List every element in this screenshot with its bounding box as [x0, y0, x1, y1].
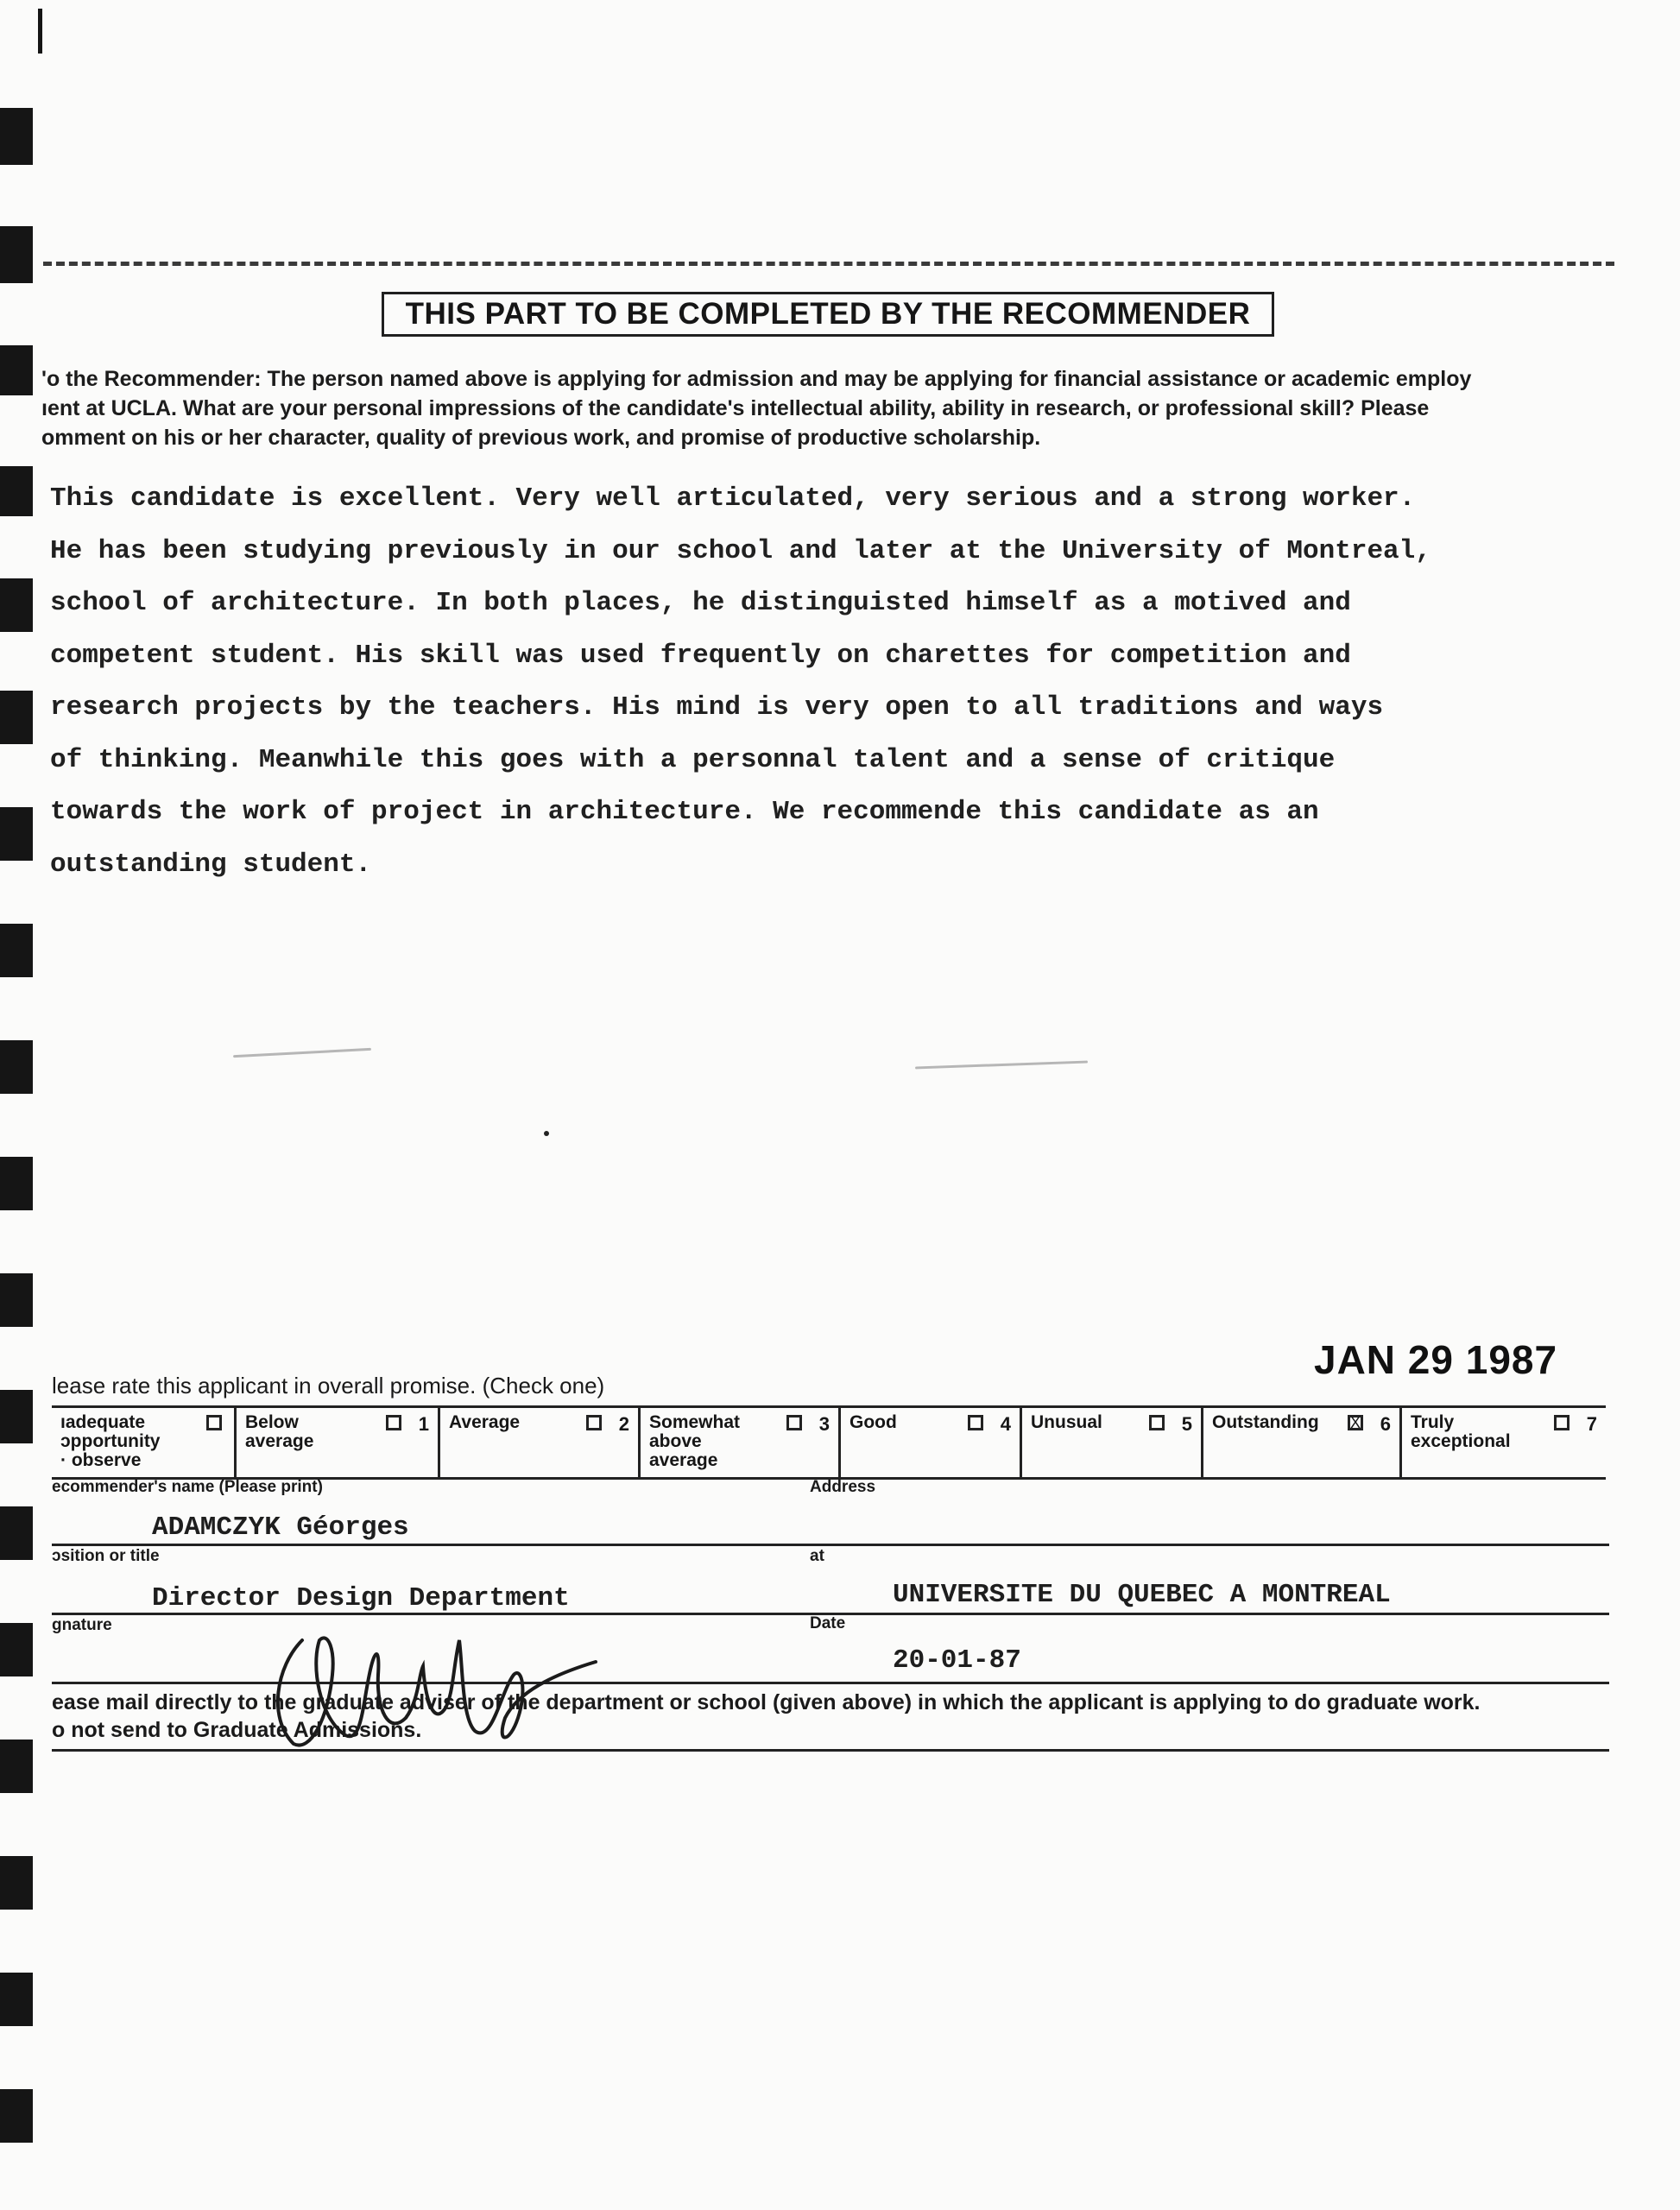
letter-line: competent student. His skill was used frequently on charettes for competition and [50, 640, 1351, 671]
rating-number: 7 [1586, 1413, 1597, 1435]
binder-mark [0, 1273, 33, 1327]
binder-mark [0, 924, 33, 977]
binder-mark [0, 108, 33, 165]
mailing-instructions-line: ease mail directly to the graduate adviser of the department or school (given above) in which the applicant is applying to do graduate work. [52, 1690, 1481, 1714]
scan-smudge [233, 1048, 371, 1058]
rating-option-label: Outstanding [1212, 1412, 1319, 1432]
rating-option-truly-exceptional[interactable] [1402, 1408, 1606, 1477]
rating-option-label: Unusual [1031, 1412, 1102, 1432]
binder-mark [0, 1973, 33, 2026]
recommender-instructions [41, 364, 1614, 452]
rating-option-outstanding[interactable] [1203, 1408, 1402, 1477]
letter-line: He has been studying previously in our school and later at the University of Montreal, [50, 535, 1431, 566]
rating-option-good[interactable] [841, 1408, 1022, 1477]
letter-line: of thinking. Meanwhile this goes with a personnal talent and a sense of critique [50, 744, 1336, 775]
letter-line: outstanding student. [50, 849, 372, 880]
rating-checkbox[interactable] [786, 1415, 802, 1430]
letter-line: This candidate is excellent. Very well articulated, very serious and a strong worker. [50, 483, 1416, 514]
mailing-instructions [52, 1689, 1481, 1744]
footer-rule [52, 1749, 1609, 1752]
letter-line: research projects by the teachers. His mind is very open to all traditions and ways [50, 692, 1384, 723]
rating-option-label: Average [449, 1412, 521, 1432]
binder-mark [0, 578, 33, 632]
rating-option-inadequate[interactable] [52, 1408, 237, 1477]
rating-number: 2 [618, 1413, 629, 1435]
rating-prompt: lease rate this applicant in overall promise. (Check one) [52, 1373, 605, 1399]
section-title: THIS PART TO BE COMPLETED BY THE RECOMMENDER [382, 292, 1274, 337]
position-title-field[interactable]: Director Design Department [152, 1583, 570, 1613]
instructions-line: ıent at UCLA. What are your personal impressions of the candidate's intellectual ability, ability in research, or professional skill? Please [41, 396, 1430, 420]
rating-option-unusual[interactable] [1022, 1408, 1203, 1477]
rating-option-label: Below average [245, 1412, 314, 1451]
name-label: ecommender's name (Please print) [52, 1478, 323, 1496]
rating-checkbox-checked[interactable]: X [1348, 1415, 1363, 1430]
binder-mark [38, 9, 42, 54]
recommendation-letter [50, 473, 1587, 891]
binder-mark [0, 1740, 33, 1793]
rating-number: 1 [418, 1413, 429, 1435]
scan-speck [544, 1131, 549, 1136]
rating-option-label: Good [849, 1412, 897, 1432]
field-rule [52, 1544, 1609, 1546]
rating-option-label: ıadequate ɔpportunity · observe [60, 1412, 161, 1470]
recommender-name-field[interactable]: ADAMCZYK Géorges [152, 1512, 409, 1543]
received-date-stamp: JAN 29 1987 [1314, 1337, 1558, 1382]
institution-field[interactable]: UNIVERSITE DU QUEBEC A MONTREAL [893, 1580, 1391, 1610]
rating-number: 3 [818, 1413, 830, 1435]
rating-option-label: Truly exceptional [1411, 1412, 1511, 1451]
rating-option-average[interactable] [440, 1408, 641, 1477]
binder-mark [0, 1157, 33, 1210]
binder-mark [0, 226, 33, 283]
at-label: at [810, 1547, 824, 1565]
binder-mark [0, 1040, 33, 1094]
date-label: Date [810, 1614, 846, 1632]
rating-number: 5 [1181, 1413, 1192, 1435]
mailing-instructions-line: o not send to Graduate Admissions. [52, 1718, 422, 1742]
rating-option-below-average[interactable] [237, 1408, 440, 1477]
date-field[interactable]: 20-01-87 [893, 1645, 1021, 1676]
rating-checkbox[interactable] [386, 1415, 401, 1430]
rating-option-somewhat-above-average[interactable] [641, 1408, 841, 1477]
binder-mark [0, 807, 33, 861]
binder-mark [0, 466, 33, 516]
signature-label: gnature [52, 1616, 112, 1634]
rating-checkbox[interactable] [1149, 1415, 1165, 1430]
rating-checkbox[interactable] [206, 1415, 222, 1430]
scan-smudge [915, 1061, 1088, 1070]
binder-mark [0, 2089, 33, 2143]
rating-checkbox[interactable] [968, 1415, 983, 1430]
binder-mark [0, 1856, 33, 1910]
rating-option-label: Somewhat above average [649, 1412, 741, 1470]
binder-mark [0, 345, 33, 395]
rating-checkbox[interactable] [586, 1415, 602, 1430]
address-label: Address [810, 1478, 876, 1496]
rating-table [52, 1405, 1606, 1480]
rating-number: 6 [1380, 1413, 1391, 1435]
letter-line: towards the work of project in architecture. We recommende this candidate as an [50, 797, 1319, 827]
binder-mark [0, 1390, 33, 1443]
rating-checkbox[interactable] [1554, 1415, 1569, 1430]
binder-mark [0, 1623, 33, 1676]
binder-mark [0, 691, 33, 744]
letter-line: school of architecture. In both places, he distinguisted himself as a motived and [50, 588, 1351, 618]
instructions-line: omment on his or her character, quality of previous work, and promise of productive scholarship. [41, 426, 1041, 450]
instructions-line: 'o the Recommender: The person named above is applying for admission and may be applying for financial assistance or academic employ [41, 367, 1472, 391]
position-label: ɔsition or title [52, 1547, 160, 1565]
rating-number: 4 [1000, 1413, 1011, 1435]
binder-mark [0, 1506, 33, 1560]
tear-off-dashed-line [43, 262, 1614, 266]
